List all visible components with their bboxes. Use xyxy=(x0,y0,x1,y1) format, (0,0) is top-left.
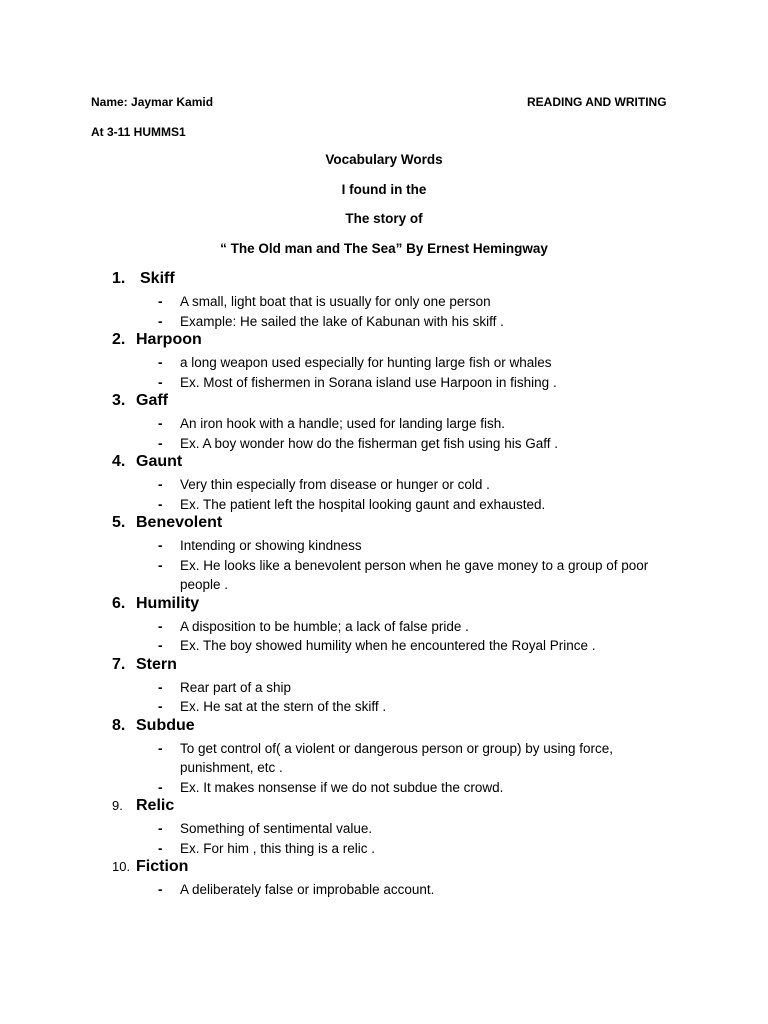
entry-number: 2. xyxy=(112,331,126,348)
definition-bullet: - A small, light boat that is usually for only one person xyxy=(158,294,491,309)
entry-word: Stern xyxy=(136,655,177,673)
definition-bullet: - To get control of( a violent or dangerous person or group) by using force, punishment, etc . xyxy=(158,740,613,775)
entry-number: 5. xyxy=(112,514,126,531)
definition-bullet: - Intending or showing kindness xyxy=(158,538,362,553)
entry-word: Benevolent xyxy=(136,514,223,531)
example-bullet: - Ex. The patient left the hospital looking gaunt and exhausted. xyxy=(158,496,546,512)
definition-bullet: - An iron hook with a handle; used for landing large fish. xyxy=(158,416,505,431)
vocab-entry xyxy=(112,717,692,798)
student-name: Name: Jaymar Kamid xyxy=(91,95,214,109)
entry-word: Subdue xyxy=(136,716,195,734)
vocabulary-list xyxy=(112,270,692,900)
entry-number: 4. xyxy=(112,453,126,470)
title-line-4: “ The Old man and The Sea” By Ernest Hemingway xyxy=(220,241,548,256)
entry-word: Gaunt xyxy=(136,453,183,470)
vocab-entry xyxy=(112,270,692,331)
definition-bullet: - Something of sentimental value. xyxy=(158,821,373,836)
entry-number: 7. xyxy=(112,655,126,673)
vocab-entry xyxy=(112,392,692,453)
entry-number: 10. xyxy=(112,859,131,874)
example-bullet: - Ex. He sat at the stern of the skiff . xyxy=(158,699,387,714)
definition-bullet: - Rear part of a ship xyxy=(158,679,292,695)
vocab-entry xyxy=(112,858,692,900)
section-label: At 3-11 HUMMS1 xyxy=(91,125,186,139)
entry-word: Humility xyxy=(136,594,200,612)
definition-bullet: - Very thin especially from disease or hunger or cold . xyxy=(158,477,490,492)
definition-bullet: - a long weapon used especially for hunting large fish or whales xyxy=(158,355,552,370)
entry-word: Fiction xyxy=(136,858,189,875)
entry-word: Gaff xyxy=(136,392,168,409)
example-bullet: - Ex. It makes nonsense if we do not subdue the crowd. xyxy=(158,779,504,795)
vocab-entry xyxy=(112,797,692,858)
entry-word: Skiff xyxy=(140,270,175,287)
subject-label: READING AND WRITING xyxy=(527,95,667,109)
example-bullet: - Ex. Most of fishermen in Sorana island use Harpoon in fishing . xyxy=(158,374,557,390)
vocab-entry xyxy=(112,514,692,595)
entry-number: 3. xyxy=(112,392,126,409)
title-line-1: Vocabulary Words xyxy=(325,152,443,167)
vocab-entry xyxy=(112,595,692,656)
entry-word: Relic xyxy=(136,797,175,814)
example-bullet: - Ex. A boy wonder how do the fisherman get fish using his Gaff . xyxy=(158,435,558,451)
entry-word: Harpoon xyxy=(136,331,202,348)
vocab-entry xyxy=(112,453,692,514)
example-bullet: - Ex. He looks like a benevolent person when he gave money to a group of poor people . xyxy=(158,557,649,592)
definition-bullet: - A deliberately false or improbable account. xyxy=(158,882,435,897)
vocab-entry xyxy=(112,331,692,392)
title-line-2: I found in the xyxy=(341,182,427,197)
example-bullet: - Ex. The boy showed humility when he encountered the Royal Prince . xyxy=(158,638,596,653)
example-bullet: - Example: He sailed the lake of Kabunan with his skiff . xyxy=(158,313,504,329)
entry-number: 6. xyxy=(112,594,126,612)
vocab-entry xyxy=(112,656,692,717)
example-bullet: - Ex. For him , this thing is a relic . xyxy=(158,840,376,856)
entry-number: 9. xyxy=(112,798,123,813)
definition-bullet: - A disposition to be humble; a lack of false pride . xyxy=(158,618,469,634)
entry-number: 8. xyxy=(112,716,126,734)
entry-number: 1. xyxy=(112,270,126,287)
title-line-3: The story of xyxy=(345,211,423,226)
